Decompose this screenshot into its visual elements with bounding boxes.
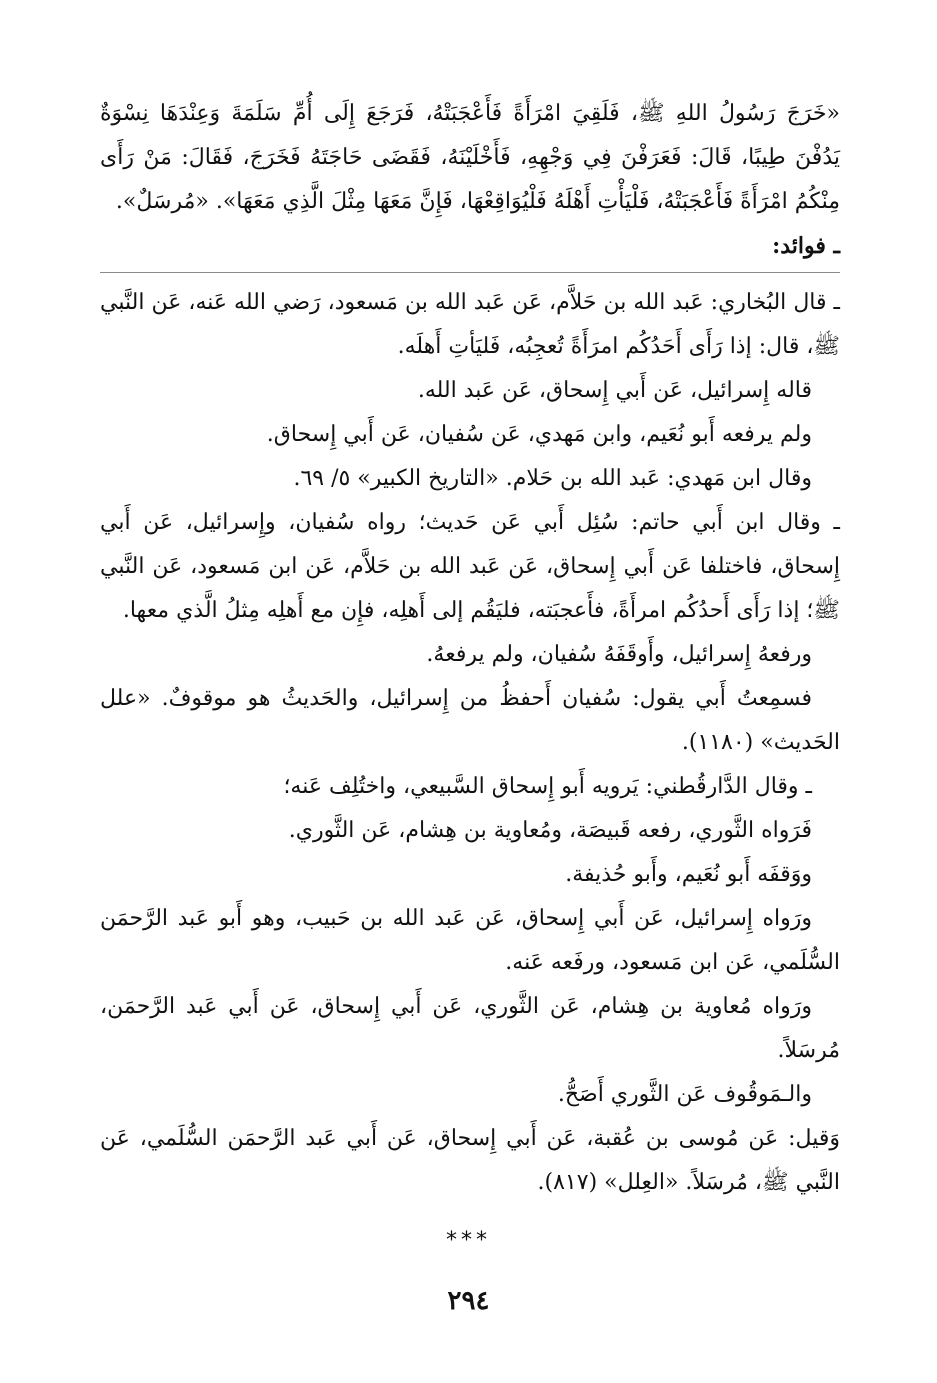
section-divider [100, 272, 840, 273]
page-number: ٢٩٤ [447, 1286, 490, 1316]
paragraph: قاله إِسرائيل، عَن أَبي إِسحاق، عَن عَبد الله. [417, 378, 812, 403]
fawaid-heading: ـ فوائد: [772, 233, 840, 259]
page-body [100, 92, 840, 1205]
paragraph: والـمَوقُوف عَن الثَّوري أَصَحُّ. [557, 1082, 812, 1107]
paragraph: ولم يرفعه أَبو نُعَيم، وابن مَهدي، عَن سُفيان، عَن أَبي إِسحاق. [266, 422, 812, 447]
paragraph: فَرَواه الثَّوري، رفعه قَبيصَة، ومُعاوية بن هِشام، عَن الثَّوري. [288, 818, 812, 843]
paragraph: ـ قال البُخاري: عَبد الله بن حَلاَّم، عَن عَبد الله بن مَسعود، رَضي الله عَنه، عَن النَّبي ﷺ، قال: إذا رَأَى أَحَدُكُم امرَأَةً تُعجِبُه، فَليَأتِ أَهلَه. [100, 290, 840, 359]
paragraph: فسمِعتُ أَبي يقول: سُفيان أَحفظُ من إِسرائيل، والحَديثُ هو موقوفٌ. «علل الحَديث» (١١٨٠). [100, 686, 840, 755]
paragraph: وقال ابن مَهدي: عَبد الله بن حَلام. «التاريخ الكبير» ٥/ ٦٩. [293, 466, 812, 491]
section-separator: *** [446, 1228, 491, 1253]
paragraph: وَقيل: عَن مُوسى بن عُقبة، عَن أَبي إِسحاق، عَن أَبي عَبد الرَّحمَن السُّلَمي، عَن النَّبي ﷺ، مُرسَلاً. «العِلل» (٨١٧). [100, 1126, 840, 1195]
paragraph: ورَواه مُعاوية بن هِشام، عَن الثَّوري، عَن أَبي إِسحاق، عَن أَبي عَبد الرَّحمَن، مُرسَلاً. [100, 994, 840, 1063]
paragraph: ورفعهُ إِسرائيل، وأَوقَفَهُ سُفيان، ولم يرفعهُ. [426, 642, 812, 667]
paragraph: ـ وقال ابن أَبي حاتم: سُئِل أَبي عَن حَديث؛ رواه سُفيان، وإِسرائيل، عَن أَبي إِسحاق، فاختلفا عَن أَبي إِسحاق، عَن عَبد الله بن حَلاَّم، عَن ابن مَسعود، عَن النَّبي ﷺ؛ إذا رَأَى أَحدُكُم امرأَةً، فأَعجبَته، فليَقُم إلى أَهلِه، فإِن مع أَهلِه مِثلُ الَّذي معها. [100, 510, 840, 623]
paragraph: ـ وقال الدَّارقُطني: يَرويه أَبو إِسحاق السَّبيعي، واختُلِف عَنه؛ [283, 774, 812, 799]
paragraph: ووَقفَه أَبو نُعَيم، وأَبو حُذيفة. [565, 862, 812, 887]
hadith-text: «خَرَجَ رَسُولُ اللهِ ﷺ، فَلَقِيَ امْرَأَةً فَأَعْجَبَتْهُ، فَرَجَعَ إِلَى أُمِّ سَلَمَةَ وَعِنْدَهَا نِسْوَةٌ يَدُفْنَ طِيبًا، قَالَ: فَعَرَفْنَ فِي وَجْهِهِ، فَأَخْلَيْنَهُ، فَقَضَى حَاجَتَهُ فَخَرَجَ، فَقَالَ: مَنْ رَأَى مِنْكُمُ امْرَأَةً فَأَعْجَبَتْهُ، فَلْيَأْتِ أَهْلَهُ فَلْيُوَاقِعْهَا، فَإِنَّ مَعَهَا مِثْلَ الَّذِي مَعَهَا». «مُرسَلٌ». [100, 101, 840, 214]
paragraph: ورَواه إِسرائيل، عَن أَبي إِسحاق، عَن عَبد الله بن حَبيب، وهو أَبو عَبد الرَّحمَن السُّلَمي، عَن ابن مَسعود، ورفَعه عَنه. [100, 906, 840, 975]
